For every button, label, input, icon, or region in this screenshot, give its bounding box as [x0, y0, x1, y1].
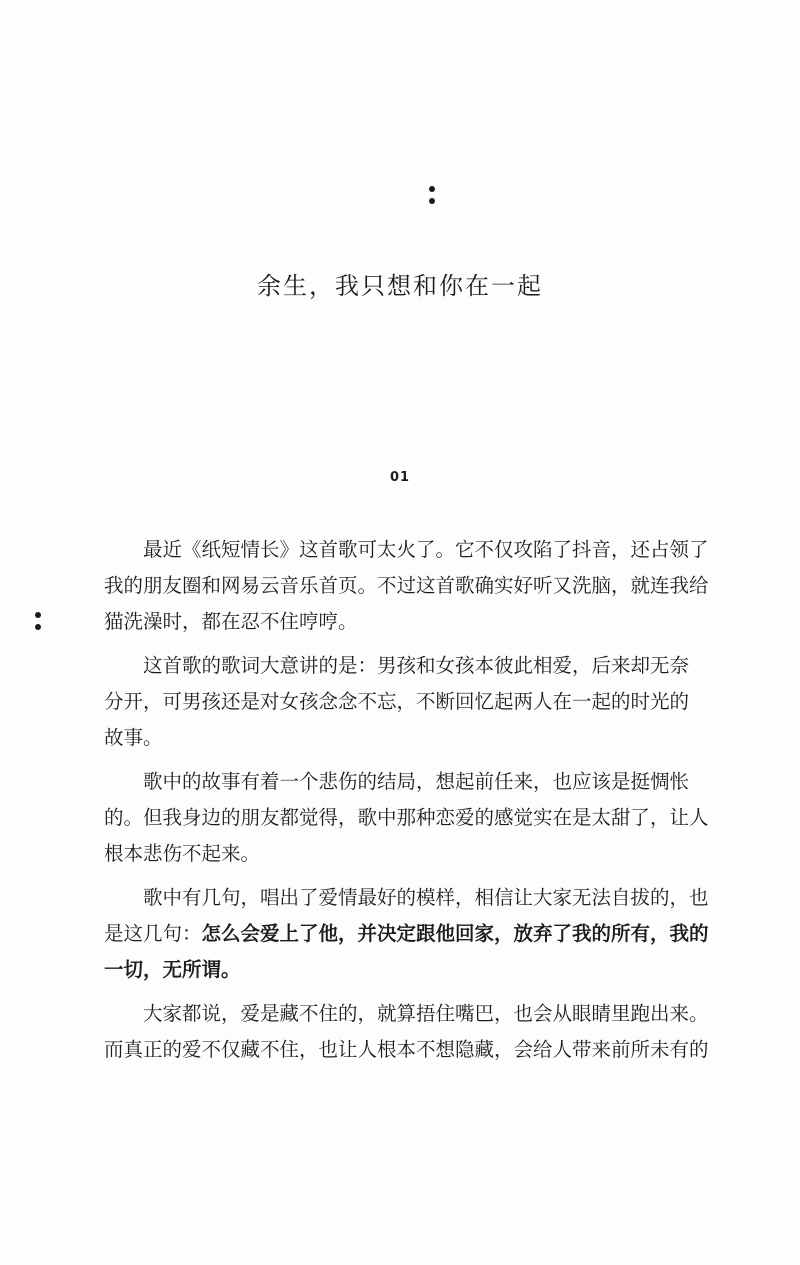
text-line-mixed: [104, 916, 764, 952]
text-line: 大家都说，爱是藏不住的，就算捂住嘴巴，也会从眼睛里跑出来。: [104, 1002, 709, 1025]
text-line: 根本悲伤不起来。: [104, 842, 261, 865]
colon-ornament-margin: [35, 612, 41, 636]
text-line: 歌中的故事有着一个悲伤的结局，想起前任来，也应该是挺惆怅: [104, 770, 690, 793]
body-text: [104, 532, 764, 1076]
text-line: 最近《纸短情长》这首歌可太火了。它不仅攻陷了抖音，还占领了: [104, 538, 709, 561]
text-line: 猫洗澡时，都在忍不住哼哼。: [104, 610, 358, 633]
paragraph-4: [104, 880, 764, 988]
text-line: 而真正的爱不仅藏不住，也让人根本不想隐藏，会给人带来前所未有的: [104, 1038, 709, 1061]
text-line: 故事。: [104, 726, 163, 749]
text-line: 的。但我身边的朋友都觉得，歌中那种恋爱的感觉实在是太甜了，让人: [104, 806, 709, 829]
section-number: 01: [389, 470, 411, 485]
text-line: 这首歌的歌词大意讲的是：男孩和女孩本彼此相爱，后来却无奈: [104, 654, 690, 677]
colon-ornament-top: [429, 186, 435, 210]
paragraph-5: [104, 996, 764, 1068]
lyric-quote-continued: 一切，无所谓。: [104, 958, 241, 981]
text-line: 我的朋友圈和网易云音乐首页。不过这首歌确实好听又洗脑，就连我给: [104, 574, 709, 597]
text-fragment: 是这几句：: [104, 922, 202, 945]
chapter-title: 余生，我只想和你在一起: [257, 272, 543, 300]
text-line: 分开，可男孩还是对女孩念念不忘，不断回忆起两人在一起的时光的: [104, 690, 690, 713]
paragraph-2: [104, 648, 764, 756]
paragraph-3: [104, 764, 764, 872]
lyric-quote: 怎么会爱上了他，并决定跟他回家，放弃了我的所有，我的: [201, 922, 709, 945]
paragraph-1: [104, 532, 764, 640]
text-line: 歌中有几句，唱出了爱情最好的模样，相信让大家无法自拔的，也: [104, 886, 709, 909]
